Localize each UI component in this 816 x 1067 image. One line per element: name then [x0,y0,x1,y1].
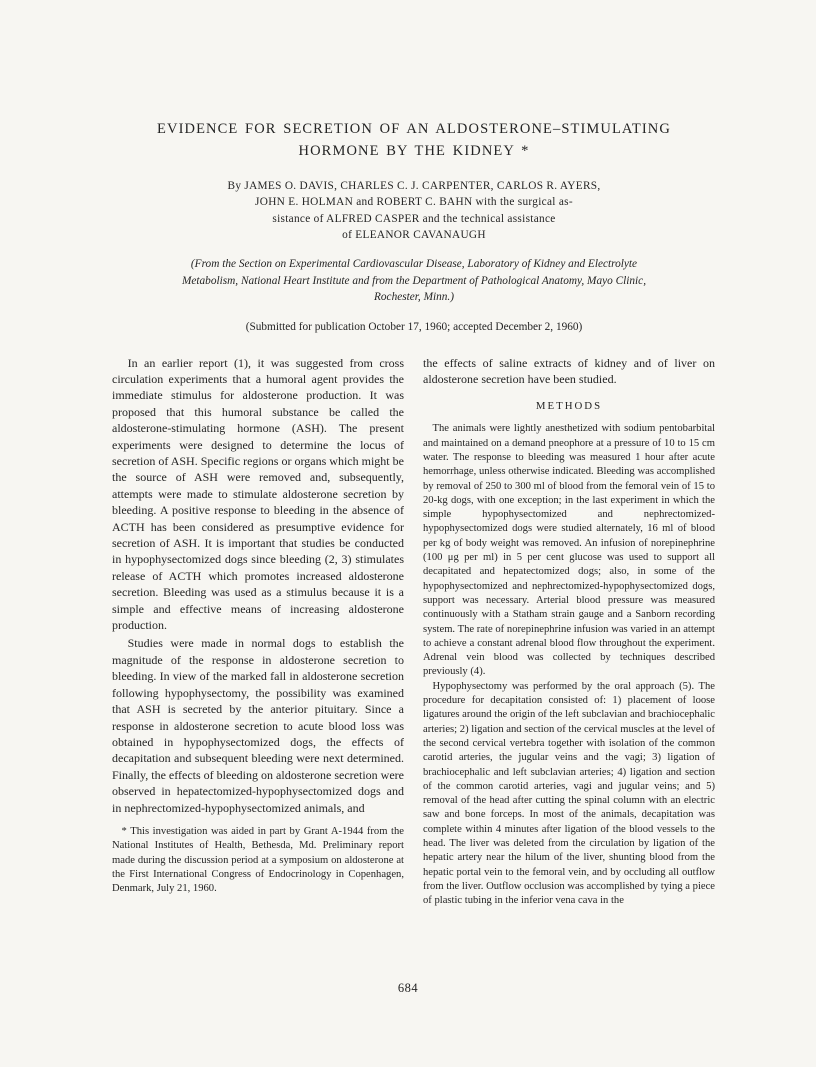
affiliation-note: (From the Section on Experimental Cardiovascular Disease, Laboratory of Kidney and Electrolyte Metabolism, National Heart Institute and from the Department of Pathological Anatomy, Mayo Clinic, Rochester, Minn.) [181,258,647,304]
submission-note: (Submitted for publication October 17, 1960; accepted December 2, 1960) [245,320,583,333]
footnote: * This investigation was aided in part by Grant A-1944 from the National Institutes of Health, Bethesda, Md. Preliminary report made during the discussion period at a symposium on aldosterone at the First International Congress of Endocrinology in Copenhagen, Denmark, July 21, 1960. [112,825,404,895]
byline-line-1: By JAMES O. DAVIS, CHARLES C. J. CARPENTER, CARLOS R. AYERS, [227,179,601,192]
byline-line-3: sistance of ALFRED CASPER and the technical assistance [272,212,556,225]
methods-paragraph-1: The animals were lightly anesthetized with sodium pentobarbital and maintained on a demand pneophore at a pressure of 10 to 15 cm water. The response to bleeding was measured 1 hour after acute hemorrhage, unless otherwise indicated. Bleeding was accomplished by removal of 250 to 300 ml of blood from the femoral vein of 15 to 20-kg dogs, with one exception; in the last experiment in which the simple hypophysectomized and nephrectomized-hypophysectomized dogs were studied alternately, 16 ml of blood per kg of body weight was removed. An infusion of norepinephrine (100 μg per ml) in 5 per cent glucose was used to support all decapitated and hepatectomized dogs; also, in some of the hypophysectomized and nephrectomized-hypophysectomized dogs, support was necessary. Arterial blood pressure was measured continuously with a Statham strain gauge and a Sanborn recording system. The rate of norepinephrine infusion was varied in an attempt to achieve a constant adrenal blood flow throughout the experiment. Adrenal vein blood was collected by techniques described previously (4). [423,423,715,678]
page-content [112,118,716,908]
byline-line-4: of ELEANOR CAVANAUGH [342,229,486,242]
right-column [423,355,715,909]
section-heading-methods: METHODS [535,400,603,413]
page-number: 684 [397,981,419,995]
byline-line-2: JOHN E. HOLMAN and ROBERT C. BAHN with the surgical as- [255,196,573,209]
left-paragraph-2: Studies were made in normal dogs to establish the magnitude of the response in aldosterone secretion to bleeding. In view of the marked fall in aldosterone secretion following hypophysectomy, the possibility was examined that ASH is secreted by the anterior pituitary. Since a response in aldosterone secretion to acute blood loss was obtained in hypophysectomized dogs, the effects of decapitation and subsequent bleeding were next determined. Finally, the effects of bleeding on aldosterone secretion were observed in hepatectomized-hypophysectomized dogs and in nephrectomized-hypophysectomized animals, and [112,636,404,815]
byline [112,178,716,244]
right-paragraph-continuation: the effects of saline extracts of kidney and of liver on aldosterone secretion have been studied. [423,355,715,386]
left-column [112,355,404,909]
article-title: EVIDENCE FOR SECRETION OF AN ALDOSTERONE–STIMULATING HORMONE BY THE KIDNEY * [157,121,671,160]
left-paragraph-1: In an earlier report (1), it was suggested from cross circulation experiments that a humoral agent provides the immediate stimulus for aldosterone production. It was proposed that this humoral substance be called the aldosterone-stimulating hormone (ASH). The present experiments were designed to determine the locus of secretion of ASH. Specific regions or organs which might be the source of ASH were removed and, subsequently, attempts were made to stimulate aldosterone secretion by bleeding. A positive response to bleeding in the absence of ACTH has been considered as presumptive evidence for secretion of ASH. It is important that studies be conducted in hypophysectomized dogs since bleeding (2, 3) stimulates release of ACTH which promotes increased aldosterone secretion. Bleeding was used as a stimulus because it is a simple and effective means of increasing aldosterone production. [112,355,404,633]
two-column-body [112,355,716,909]
methods-paragraph-2: Hypophysectomy was performed by the oral approach (5). The procedure for decapitation consisted of: 1) placement of loose ligatures around the origin of the left subclavian and brachiocephalic arteries; 2) ligation and section of the cervical muscles at the level of the second cervical vertebra together with isolation of the common carotid arteries, the jugular veins and the vagi; 3) ligation of brachiocephalic and left subclavian arteries; 4) ligation and section of the common carotid arteries, vagi and jugular veins; and 5) removal of the head after cutting the spinal column with an electric saw and bone forceps. In most of the animals, decapitation was complete within 4 minutes after ligation of the blood vessels to the head. The liver was deleted from the circulation by ligation of the hepatic artery near the hilum of the liver, shunting blood from the hepatic portal vein to the femoral vein, and by occluding all outflow from the liver. Outflow occlusion was accomplished by tying a piece of plastic tubing in the inferior vena cava in the [423,680,715,907]
